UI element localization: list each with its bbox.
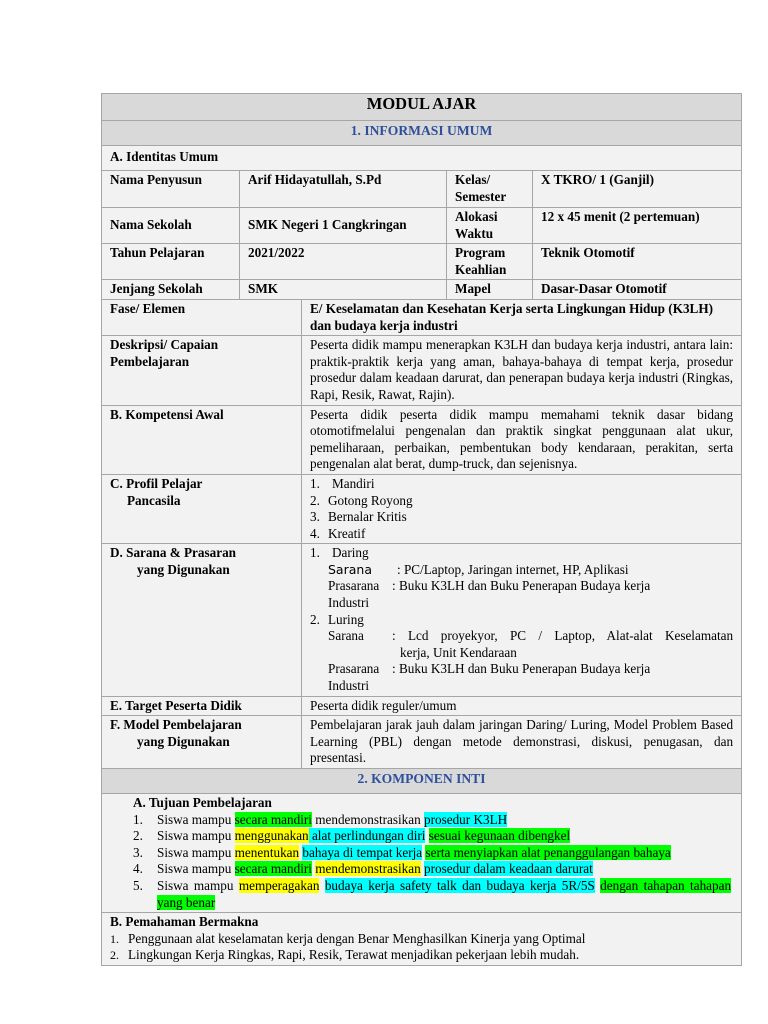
highlight-cyan: prosedur dalam keadaan darurat bbox=[424, 861, 593, 877]
label-tahun-pelajaran: Tahun Pelajaran bbox=[102, 244, 240, 280]
value-jenjang-sekolah: SMK bbox=[240, 280, 447, 300]
section-informasi-umum: 1. INFORMASI UMUM bbox=[102, 121, 742, 146]
luring-sarana-cont: kerja, Unit Kendaraan bbox=[400, 644, 517, 660]
value-deskripsi: Peserta didik mampu menerapkan K3LH dan budaya kerja industri, antara lain: praktik-praktik kerja yang aman, bahaya-bahaya di tempat kerja, prosedur prosedur dalam keadaan darurat, dan penerapan budaya kerja industri (Ringkas, Rapi, Resik, Rawat, Rajin). bbox=[302, 336, 742, 405]
value-kompetensi-awal: Peserta didik peserta didik mampu memahami teknik dasar bidang otomotifmelalui pengenalan dan praktik singkat penggunaan alat ukur, pemeliharaan, perbaikan, pembentukan body kendaraan, perakitan, serta pengenalan alat berat, dump-truck, dan sejenisnya. bbox=[302, 405, 742, 474]
label-nama-sekolah: Nama Sekolah bbox=[102, 208, 240, 244]
label-program-keahlian: Program Keahlian bbox=[447, 244, 533, 280]
text-segment: Siswa mampu bbox=[157, 828, 235, 844]
list-item: 4. Kreatif bbox=[310, 525, 366, 541]
value-target-peserta: Peserta didik reguler/umum bbox=[302, 696, 742, 716]
list-item: 3. Bernalar Kritis bbox=[310, 509, 407, 525]
profil-label-line1: C. Profil Pelajar bbox=[110, 475, 203, 491]
pemahaman-bermakna bbox=[102, 913, 742, 966]
value-profil-pelajar bbox=[302, 474, 742, 543]
list-item: 4. Siswa mampu secara mandiri mendemonstrasikan prosedur dalam keadaan darurat bbox=[133, 861, 593, 877]
tujuan-list bbox=[133, 812, 731, 912]
text-segment: Siswa mampu bbox=[157, 844, 235, 860]
highlight-cyan: budaya kerja safety talk dan budaya kerja 5R/5S bbox=[324, 877, 595, 893]
highlight-green: serta menyiapkan alat penanggulangan bahaya bbox=[425, 844, 671, 860]
modul-ajar-table bbox=[101, 93, 742, 966]
label-jenjang-sekolah: Jenjang Sekolah bbox=[102, 280, 240, 300]
text-segment: Siswa mampu bbox=[157, 877, 239, 893]
label-deskripsi: Deskripsi/ Capaian Pembelajaran bbox=[102, 336, 302, 405]
model-label-line2: yang Digunakan bbox=[137, 733, 230, 749]
value-sarana-prasarana bbox=[302, 544, 742, 696]
daring-sarana: Sarana : PC/Laptop, Jaringan internet, HP, Aplikasi bbox=[328, 561, 629, 577]
list-item: 2. Luring bbox=[310, 611, 364, 627]
list-item: 2. Siswa mampu menggunakan alat perlindungan diri sesuai kegunaan dibengkel bbox=[133, 828, 571, 844]
value-model-pembelajaran: Pembelajaran jarak jauh dalam jaringan Daring/ Luring, Model Problem Based Learning (PBL) dengan metode demonstrasi, diskusi, penugasan, dan presentasi. bbox=[302, 716, 742, 769]
identitas-heading: A. Identitas Umum bbox=[102, 146, 742, 171]
value-alokasi-waktu: 12 x 45 menit (2 pertemuan) bbox=[533, 208, 742, 244]
list-item: 3. Siswa mampu menentukan bahaya di tempat kerja serta menyiapkan alat penanggulangan bahaya bbox=[133, 844, 671, 860]
sarana-label-line2: yang Digunakan bbox=[137, 561, 230, 577]
value-nama-penyusun: Arif Hidayatullah, S.Pd bbox=[240, 171, 447, 208]
value-fase-elemen: E/ Keselamatan dan Kesehatan Kerja serta Lingkungan Hidup (K3LH) dan budaya kerja industri bbox=[302, 299, 742, 335]
list-item: 2. Gotong Royong bbox=[310, 492, 413, 508]
highlight-green: secara mandiri bbox=[234, 811, 312, 827]
label-nama-penyusun: Nama Penyusun bbox=[102, 171, 240, 208]
text-segment: Siswa mampu bbox=[157, 811, 235, 827]
text-segment: Siswa mampu bbox=[157, 861, 235, 877]
highlight-cyan: alat perlindungan diri bbox=[308, 828, 426, 844]
label-model-pembelajaran bbox=[102, 716, 302, 769]
sarana-label-line1: D. Sarana & Prasaran bbox=[110, 545, 237, 561]
luring-prasarana-cont: Industri bbox=[328, 678, 370, 694]
list-item: 1. Mandiri bbox=[310, 475, 375, 491]
value-mapel: Dasar-Dasar Otomotif bbox=[533, 280, 742, 300]
list-item: 1. Daring bbox=[310, 545, 369, 561]
value-kelas-semester: X TKRO/ 1 (Ganjil) bbox=[533, 171, 742, 208]
luring-prasarana: Prasarana : Buku K3LH dan Buku Penerapan Budaya kerja bbox=[328, 661, 651, 677]
list-item: 5. Siswa mampu memperagakan budaya kerja safety talk dan budaya kerja 5R/5S dengan tahapan tahapan yang benar bbox=[133, 877, 732, 910]
label-sarana-prasarana bbox=[102, 544, 302, 696]
highlight-cyan: bahaya di tempat kerja bbox=[302, 844, 423, 860]
value-program-keahlian: Teknik Otomotif bbox=[533, 244, 742, 280]
tujuan-pembelajaran bbox=[102, 794, 742, 913]
label-target-peserta: E. Target Peserta Didik bbox=[102, 696, 302, 716]
label-fase-elemen: Fase/ Elemen bbox=[102, 299, 302, 335]
luring-sarana: Sarana : Lcd proyekyor, PC / Laptop, Alat-alat Keselamatan bbox=[328, 628, 734, 644]
highlight-yellow: menggunakan bbox=[234, 828, 309, 844]
label-profil-pelajar bbox=[102, 474, 302, 543]
model-label-line1: F. Model Pembelajaran bbox=[110, 717, 242, 733]
label-kelas-semester: Kelas/ Semester bbox=[447, 171, 533, 208]
value-tahun-pelajaran: 2021/2022 bbox=[240, 244, 447, 280]
highlight-yellow: menentukan bbox=[234, 844, 300, 860]
section-komponen-inti: 2. KOMPONEN INTI bbox=[102, 769, 742, 794]
value-nama-sekolah: SMK Negeri 1 Cangkringan bbox=[240, 208, 447, 244]
highlight-green: sesuai kegunaan dibengkel bbox=[428, 828, 571, 844]
label-mapel: Mapel bbox=[447, 280, 533, 300]
text-segment: mendemonstrasikan bbox=[311, 811, 425, 827]
daring-prasarana-cont: Industri bbox=[328, 595, 370, 611]
highlight-green: secara mandiri bbox=[234, 861, 312, 877]
profil-label-line2: Pancasila bbox=[127, 492, 181, 508]
highlight-cyan: prosedur K3LH bbox=[424, 811, 508, 827]
highlight-yellow: mendemonstrasikan bbox=[315, 861, 421, 877]
page-title: MODUL AJAR bbox=[102, 94, 742, 121]
tujuan-heading: A. Tujuan Pembelajaran bbox=[133, 795, 272, 810]
list-item: 2. Lingkungan Kerja Ringkas, Rapi, Resik, Terawat menjadikan pekerjaan lebih mudah. bbox=[110, 947, 580, 963]
daring-prasarana: Prasarana : Buku K3LH dan Buku Penerapan Budaya kerja bbox=[328, 578, 651, 594]
pemahaman-heading: B. Pemahaman Bermakna bbox=[110, 914, 259, 930]
list-item: 1. Siswa mampu secara mandiri mendemonstrasikan prosedur K3LH bbox=[133, 811, 508, 827]
highlight-green: dengan tahapan tahapan yang benar bbox=[157, 877, 732, 910]
list-item: 1. Penggunaan alat keselamatan kerja dengan Benar Menghasilkan Kinerja yang Optimal bbox=[110, 930, 586, 946]
label-alokasi-waktu: Alokasi Waktu bbox=[447, 208, 533, 244]
highlight-yellow: memperagakan bbox=[238, 877, 320, 893]
label-kompetensi-awal: B. Kompetensi Awal bbox=[102, 405, 302, 474]
